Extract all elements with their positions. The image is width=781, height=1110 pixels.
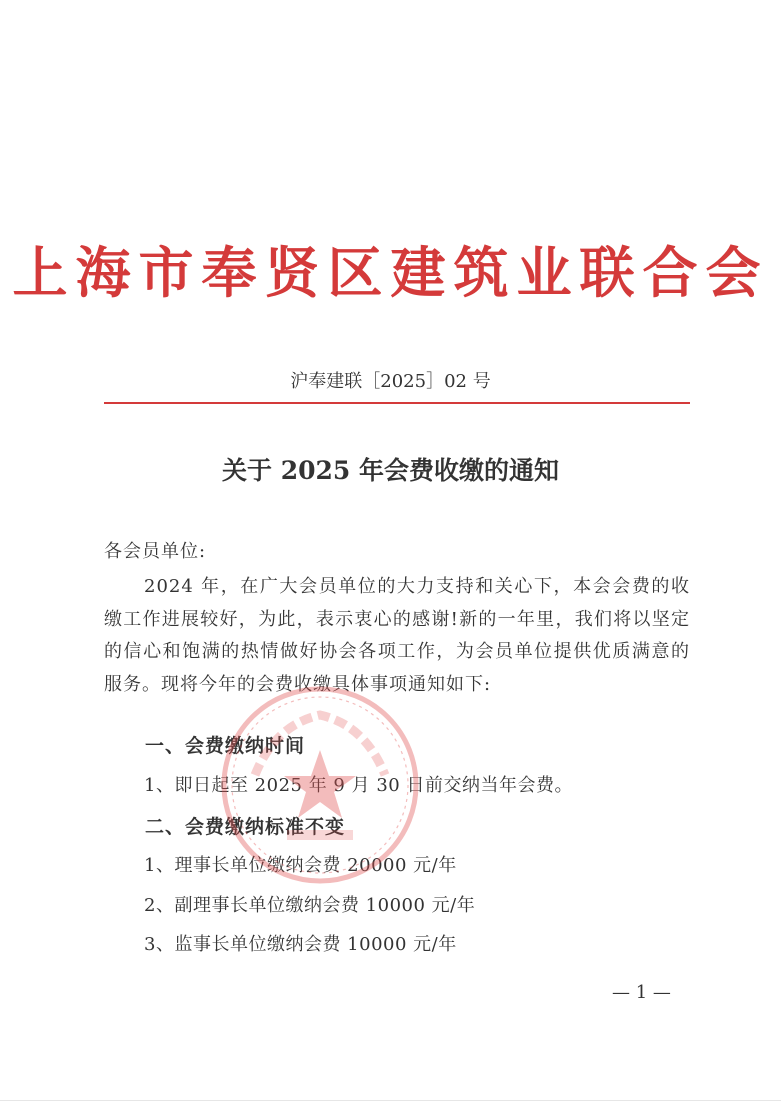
document-number: 沪奉建联［2025］02 号 [290,371,491,392]
organization-title: 上海市奉贤区建筑业联合会 [12,240,769,305]
section-heading-payment-time: 一、会费缴纳时间 [145,735,306,757]
red-divider-line [104,402,690,404]
intro-paragraph: 2024 年，在广大会员单位的大力支持和关心下，本会会费的收缴工作进展较好，为此，表示衷心的感谢!新的一年里，我们将以坚定的信心和饱满的热情做好协会各项工作，为会员单位提供优质满意的服务。现将今年的会费收缴具体事项通知如下: [104,576,690,695]
section-heading-fee-standard: 二、会费缴纳标准不变 [145,816,346,838]
notice-title: 关于 2025 年会费收缴的通知 [222,456,559,485]
list-item: 3、监事长单位缴纳会费 10000 元/年 [144,934,457,955]
page-bottom-edge [0,1100,781,1101]
list-item: 2、副理事长单位缴纳会费 10000 元/年 [144,895,476,916]
list-item: 1、即日起至 2025 年 9 月 30 日前交纳当年会费。 [144,775,573,796]
page-number: — 1 — [612,982,671,1003]
list-item: 1、理事长单位缴纳会费 20000 元/年 [144,855,457,876]
salutation: 各会员单位: [104,541,207,562]
